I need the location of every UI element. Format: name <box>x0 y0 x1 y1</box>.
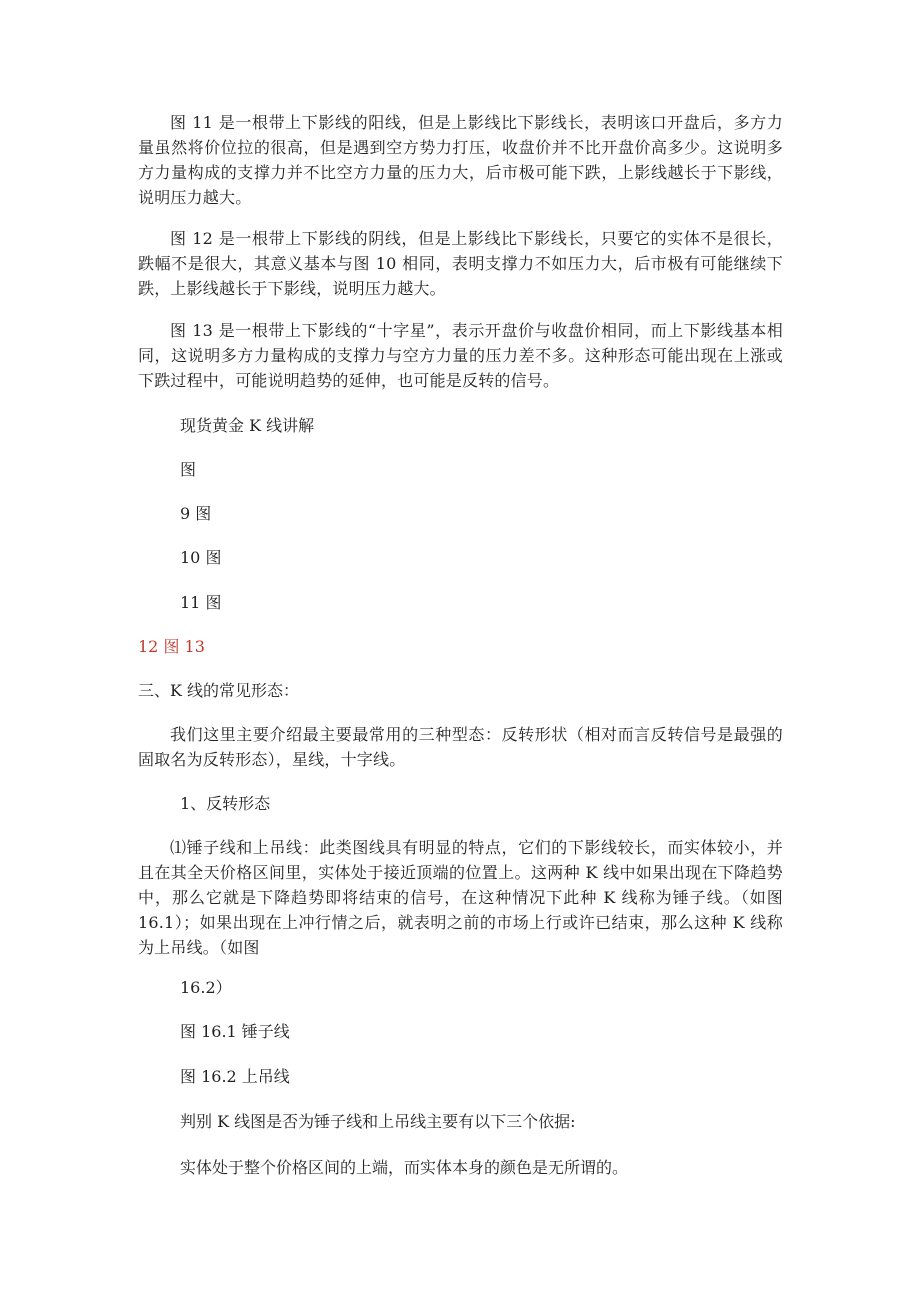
paragraph-figure-13: 图 13 是一根带上下影线的“十字星”，表示开盘价与收盘价相同，而上下影线基本相同，这说明多方力量构成的支撑力与空方力量的压力差不多。这种形态可能出现在上涨或下跌过程中，可能说明趋势的延伸，也可能是反转的信号。 <box>138 321 783 390</box>
figure-10-label: 10 图 <box>180 548 222 567</box>
figure-label: 图 <box>180 460 197 479</box>
caption-figure-16-1: 图 16.1 锤子线 <box>180 1022 290 1041</box>
heading-gold-k-line: 现货黄金 K 线讲解 <box>180 416 315 435</box>
paragraph-hammer-hanging: ⑴锤子线和上吊线：此类图线具有明显的特点，它们的下影线较长，而实体较小，并且在其全天价格区间里，实体处于接近顶端的位置上。这两种 K 线中如果出现在下降趋势中，那么它就是下降趋势即将结束的信号，在这种情况下此种 K 线称为锤子线。（如图 16.1）；如果出现在上冲行情之后，就表明之前的市场上行或许已结束，那么这种 K 线称为上吊线。（如图 <box>138 838 783 957</box>
figure-16-2-reference: 16.2） <box>180 978 232 997</box>
criteria-item-1: 实体处于整个价格区间的上端，而实体本身的颜色是无所谓的。 <box>180 1158 629 1177</box>
paragraph-intro: 我们这里主要介绍最主要最常用的三种型态：反转形状（相对而言反转信号是最强的固取名为反转形态），星线，十字线。 <box>138 725 783 769</box>
figure-11-label: 11 图 <box>180 593 222 612</box>
figure-9-label: 9 图 <box>180 504 212 523</box>
paragraph-figure-11: 图 11 是一根带上下影线的阳线，但是上影线比下影线长，表明该口开盘后，多方力量虽然将价位拉的很高，但是遇到空方势力打压，收盘价并不比开盘价高多少。这说明多方力量构成的支撑力并不比空方力量的压力大，后市极可能下跌，上影线越长于下影线，说明压力越大。 <box>138 113 783 207</box>
paragraph-figure-12: 图 12 是一根带上下影线的阴线，但是上影线比下影线长，只要它的实体不是很长，跌幅不是很大，其意义基本与图 10 相同，表明支撑力不如压力大，后市极有可能继续下跌，上影线越长于下影线，说明压力越大。 <box>138 229 783 298</box>
figure-12-13-label: 12 图 13 <box>138 637 205 656</box>
caption-figure-16-2: 图 16.2 上吊线 <box>180 1067 290 1086</box>
criteria-intro: 判别 K 线图是否为锤子线和上吊线主要有以下三个依据: <box>180 1112 576 1131</box>
subsection-1-title: 1、反转形态 <box>180 794 271 813</box>
section-3-title: 三、K 线的常见形态： <box>138 681 300 700</box>
